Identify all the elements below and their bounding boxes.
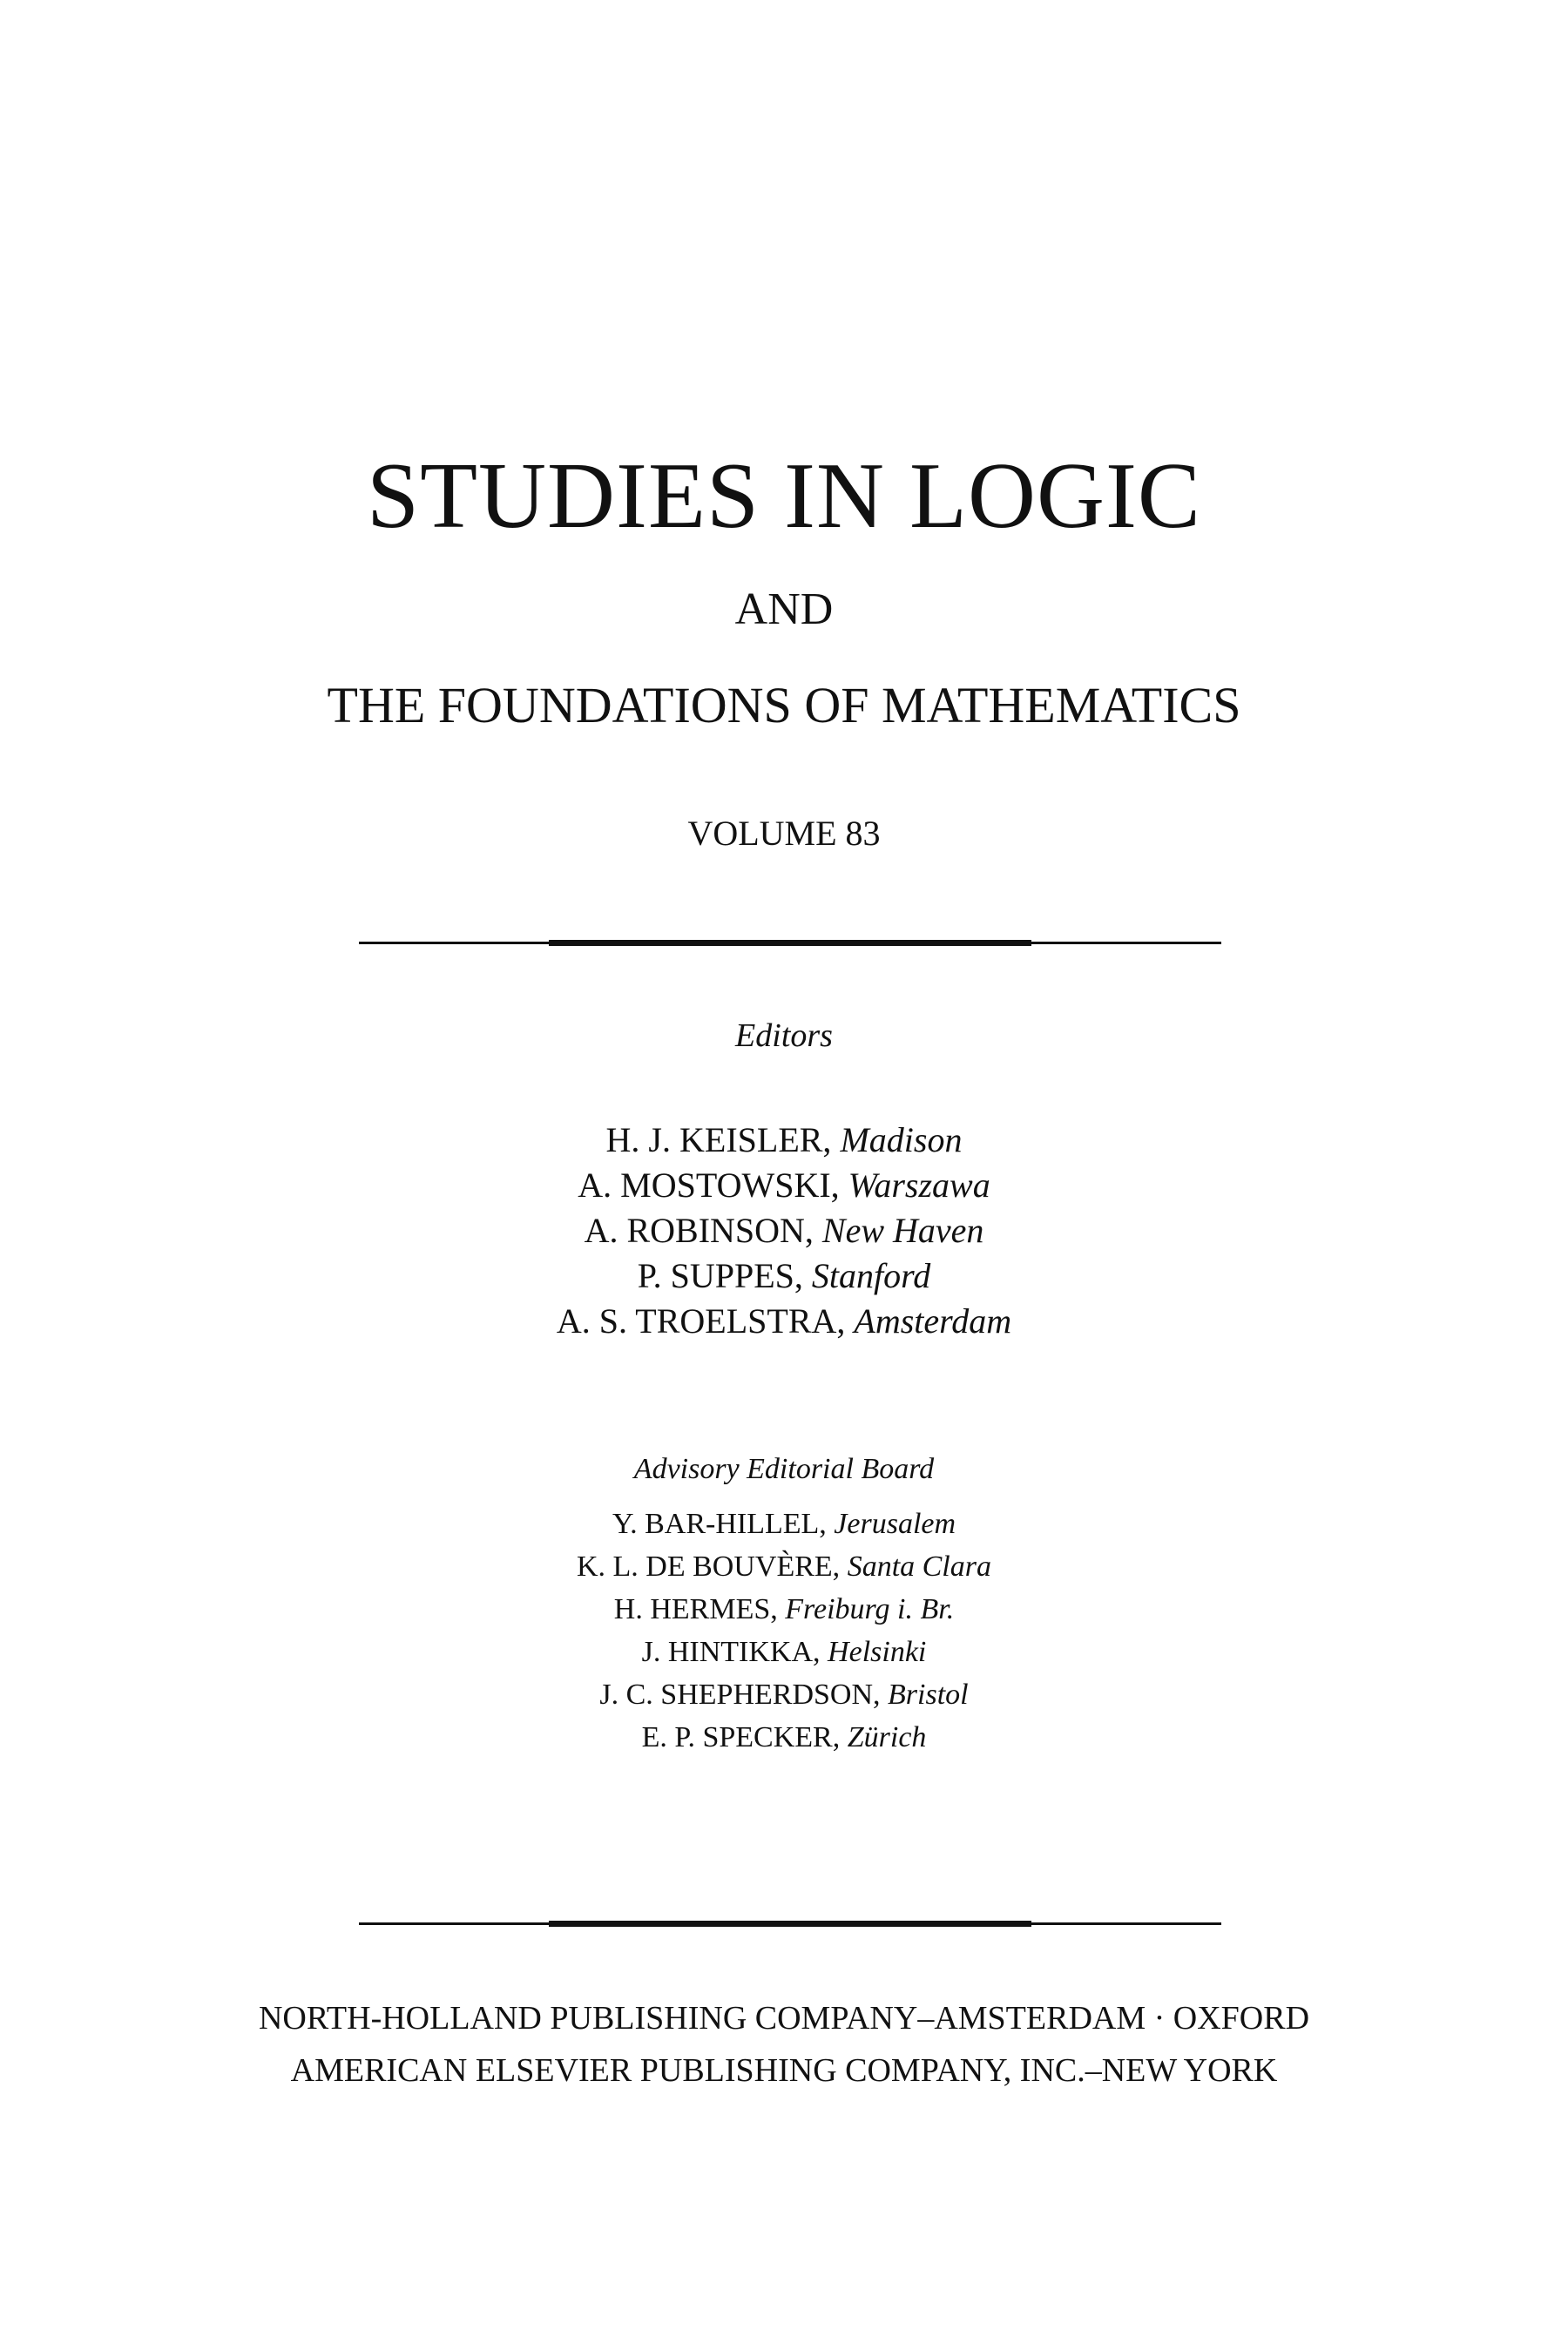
list-item: [0, 1503, 1568, 1545]
person-place: Jerusalem: [834, 1508, 956, 1540]
list-item: [0, 1299, 1568, 1344]
list-item: [0, 1588, 1568, 1631]
person-place: Bristol: [888, 1679, 969, 1711]
list-item: [0, 1253, 1568, 1299]
person-place: Zürich: [847, 1721, 927, 1753]
series-title: STUDIES IN LOGIC: [367, 444, 1201, 548]
top-divider-rule: [359, 942, 1221, 944]
person-place: Amsterdam: [854, 1301, 1012, 1341]
person-place: Warszawa: [848, 1165, 990, 1205]
series-subtitle: THE FOUNDATIONS OF MATHEMATICS: [327, 677, 1241, 733]
person-place: Madison: [840, 1120, 963, 1159]
person-name: Y. BAR-HILLEL,: [612, 1508, 827, 1540]
advisory-board-list: [0, 1503, 1568, 1759]
editors-heading: Editors: [735, 1017, 833, 1054]
list-item: [0, 1716, 1568, 1759]
person-name: J. HINTIKKA,: [641, 1636, 821, 1668]
advisory-board-heading: Advisory Editorial Board: [633, 1453, 935, 1485]
person-place: New Haven: [821, 1211, 984, 1250]
publisher-line-2: AMERICAN ELSEVIER PUBLISHING COMPANY, INC.–NEW YORK: [290, 2052, 1278, 2089]
person-name: A. S. TROELSTRA,: [556, 1301, 846, 1341]
person-name: A. ROBINSON,: [584, 1211, 814, 1250]
person-place: Santa Clara: [847, 1550, 991, 1583]
person-name: P. SUPPES,: [637, 1256, 803, 1295]
list-item: [0, 1118, 1568, 1163]
publisher-line-1: NORTH-HOLLAND PUBLISHING COMPANY–AMSTERDAM · OXFORD: [258, 2000, 1310, 2037]
person-place: Freiburg i. Br.: [785, 1593, 955, 1625]
person-name: E. P. SPECKER,: [641, 1721, 841, 1753]
person-place: Helsinki: [828, 1636, 927, 1668]
list-item: [0, 1208, 1568, 1253]
editors-list: [0, 1118, 1568, 1344]
person-name: J. C. SHEPHERDSON,: [599, 1679, 881, 1711]
person-name: A. MOSTOWSKI,: [578, 1165, 840, 1205]
person-name: H. J. KEISLER,: [605, 1120, 832, 1159]
list-item: [0, 1545, 1568, 1588]
person-name: H. HERMES,: [613, 1593, 778, 1625]
bottom-divider-rule: [359, 1922, 1221, 1925]
list-item: [0, 1163, 1568, 1208]
person-place: Stanford: [811, 1256, 931, 1295]
series-conjunction: AND: [734, 584, 834, 634]
list-item: [0, 1631, 1568, 1673]
volume-number: VOLUME 83: [687, 814, 881, 853]
list-item: [0, 1673, 1568, 1716]
person-name: K. L. DE BOUVÈRE,: [576, 1550, 841, 1583]
